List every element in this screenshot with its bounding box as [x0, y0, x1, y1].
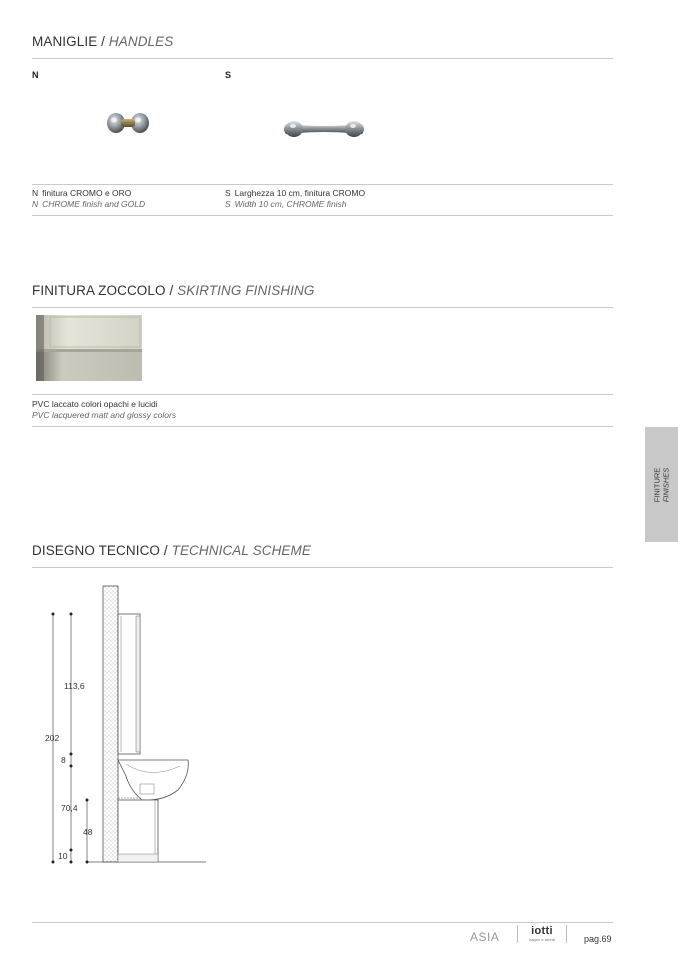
skirting-caption-bottom-rule [32, 426, 613, 427]
skirting-caption-en: PVC lacquered matt and glossy colors [32, 410, 177, 420]
finishes-side-tab [645, 427, 678, 542]
skirting-sample-image [36, 315, 142, 381]
dim-cabinet-height: 48 [83, 827, 93, 837]
handle-s-image [282, 117, 366, 141]
page-number: pag.69 [584, 934, 612, 944]
collection-name: ASIA [470, 930, 500, 944]
handle-s-label: S [225, 70, 232, 80]
handle-s-caption-it: S Larghezza 10 cm, finitura CROMO [225, 188, 366, 198]
dim-basin-height: 70,4 [61, 803, 78, 813]
logo-sub: bagno e arredi [529, 937, 555, 942]
dim-gap: 8 [61, 755, 66, 765]
skirting-caption-top-rule [32, 394, 613, 395]
dim-mirror-height: 113,6 [64, 681, 85, 691]
handle-n-image [105, 110, 151, 136]
skirting-caption-it: PVC laccato colori opachi e lucidi [32, 399, 158, 409]
handle-n-label: N [32, 70, 39, 80]
technical-drawing [30, 580, 220, 870]
logo-word: iotti [531, 925, 553, 937]
handles-title: MANIGLIE / HANDLES [32, 34, 174, 49]
dim-total-height: 202 [45, 733, 60, 743]
footer-rule [32, 922, 613, 923]
handle-n-caption-it: N finitura CROMO e ORO [32, 188, 132, 198]
handles-top-rule [32, 58, 613, 59]
skirting-top-rule [32, 307, 613, 308]
handles-caption-bottom-rule [32, 215, 613, 216]
side-tab-line1: FINITURE [652, 467, 661, 502]
technical-top-rule [32, 567, 613, 568]
handle-s-caption-en: S Width 10 cm, CHROME finish [225, 199, 347, 209]
handles-caption-top-rule [32, 184, 613, 185]
side-tab-line2: FINISHES [660, 467, 670, 502]
skirting-title: FINITURA ZOCCOLO / SKIRTING FINISHING [32, 283, 315, 298]
handle-n-caption-en: N CHROME finish and GOLD [32, 199, 146, 209]
technical-title: DISEGNO TECNICO / TECHNICAL SCHEME [32, 543, 311, 558]
iotti-logo [517, 925, 567, 943]
dim-plinth: 10 [58, 851, 68, 861]
